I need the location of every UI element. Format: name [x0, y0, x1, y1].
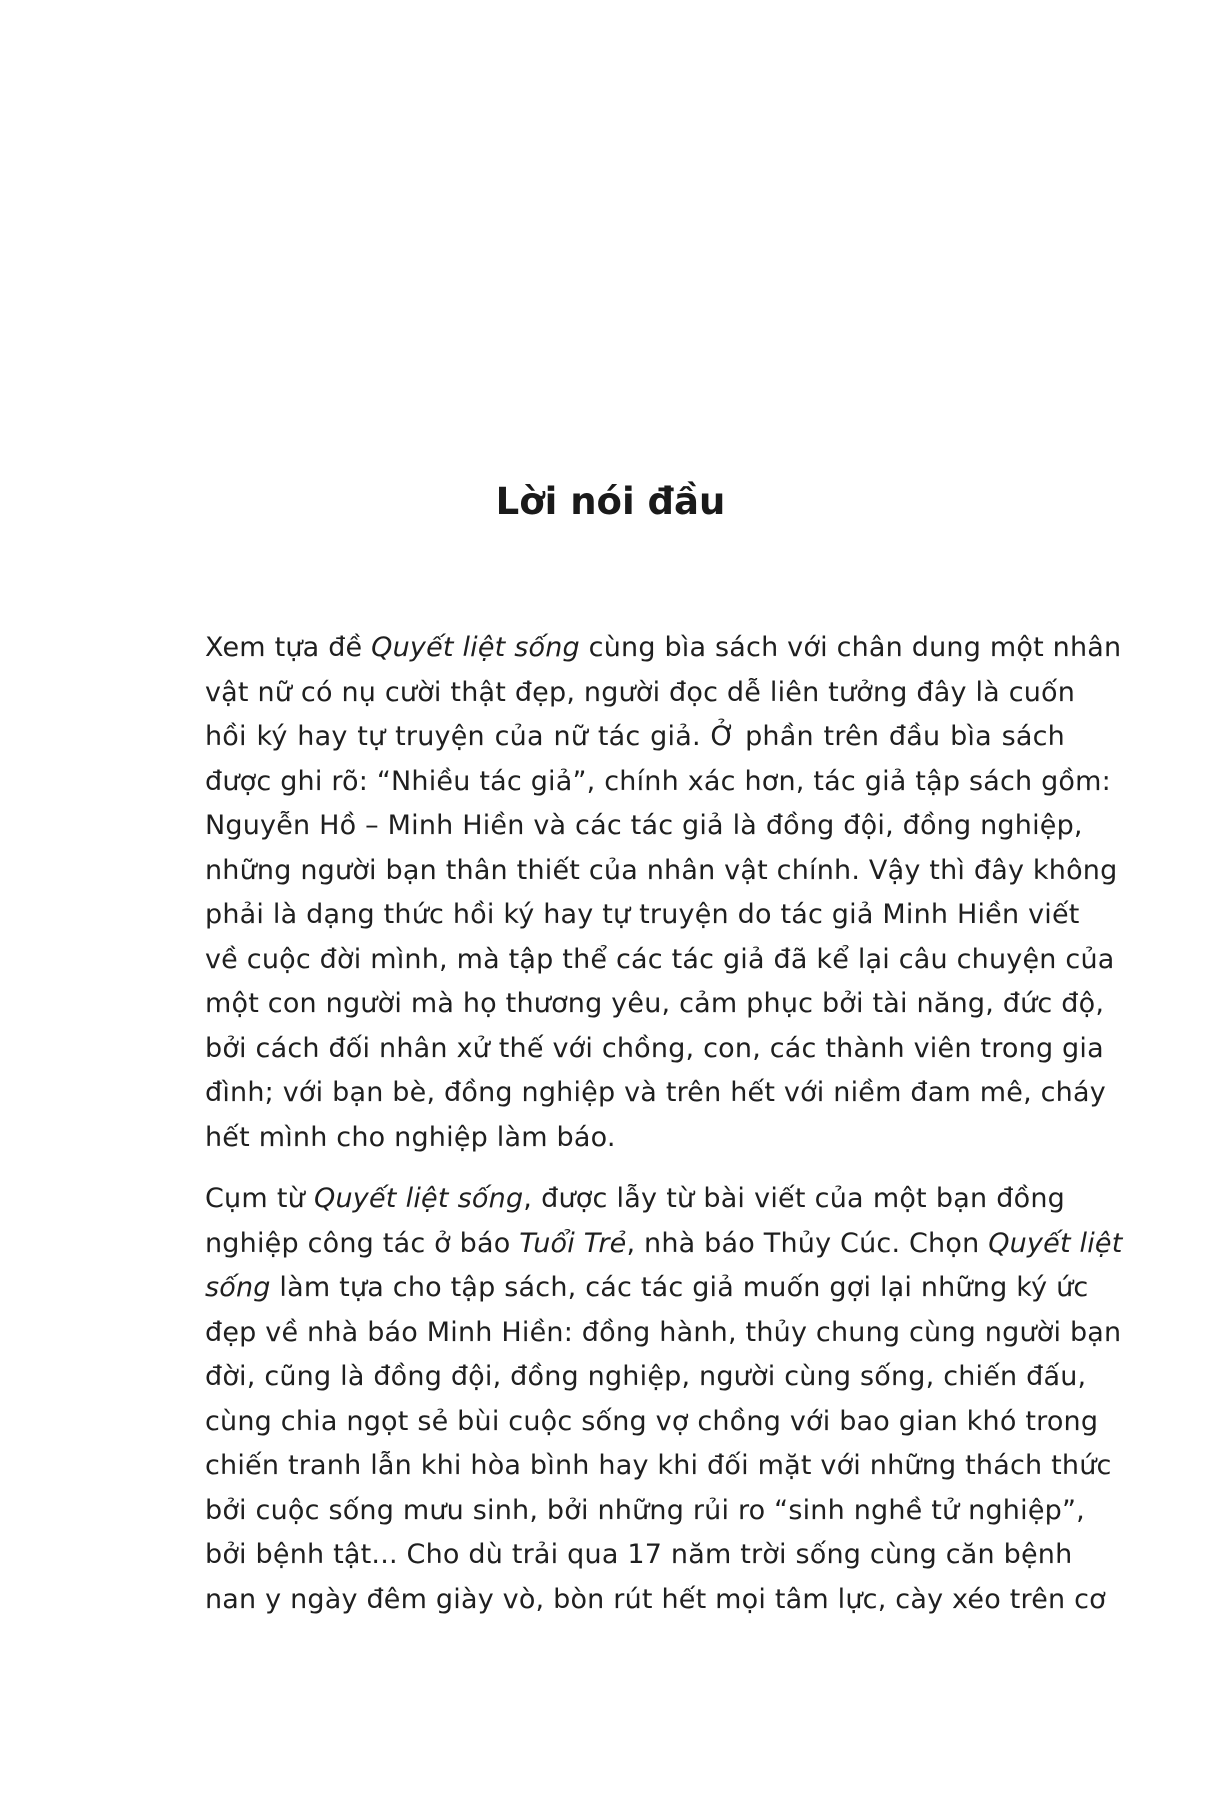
text-line [205, 1266, 1089, 1311]
text-line [205, 849, 1118, 894]
italic-title: Quyết liệt [988, 1227, 1123, 1259]
text-line [205, 1116, 1065, 1161]
text-line [205, 1578, 1106, 1623]
text-run: đình; với bạn bè, đồng nghiệp và trên hết với niềm đam mê, cháy [205, 1077, 1106, 1108]
text-run: chiến tranh lẫn khi hòa bình hay khi đối mặt với những thách thức [205, 1450, 1112, 1481]
text-run: bởi cách đối nhân xử thế với chồng, con, các thành viên trong gia [205, 1032, 1104, 1064]
text-line [205, 1222, 1123, 1267]
text-line [205, 1355, 1087, 1400]
text-line [205, 671, 1076, 716]
text-run: về cuộc đời mình, mà tập thể các tác giả đã kể lại câu chuyện của [205, 943, 1115, 975]
text-line [205, 1311, 1122, 1356]
text-run: những người bạn thân thiết của nhân vật chính. Vậy thì đây không [205, 854, 1118, 886]
text-line [205, 1489, 1085, 1534]
text-run: nan y ngày đêm giày vò, bòn rút hết mọi tâm lực, cày xéo trên cơ [205, 1583, 1106, 1615]
text-run: cùng bìa sách với chân dung một nhân [579, 632, 1122, 663]
italic-title: Tuổi Trẻ [519, 1227, 627, 1259]
text-run: hồi ký hay tự truyện của nữ tác giả. Ở phần trên đầu bìa sách [205, 721, 1065, 752]
text-run: bởi cuộc sống mưu sinh, bởi những rủi ro “sinh nghề tử nghiệp”, [205, 1494, 1085, 1526]
text-line [205, 1400, 1099, 1445]
text-run: Xem tựa đề [205, 632, 372, 663]
page-title: Lời nói đầu [495, 480, 726, 523]
text-run: , được lẫy từ bài viết của một bạn đồng [523, 1183, 1065, 1214]
text-line [205, 938, 1115, 983]
text-run: một con người mà họ thương yêu, cảm phục bởi tài năng, đức độ, [205, 988, 1105, 1019]
text-line [205, 1444, 1112, 1489]
text-run: đẹp về nhà báo Minh Hiền: đồng hành, thủy chung cùng người bạn [205, 1316, 1122, 1348]
text-line [205, 1533, 1073, 1578]
text-line [205, 1071, 1106, 1116]
text-run: bởi bệnh tật... Cho dù trải qua 17 năm trời sống cùng căn bệnh [205, 1539, 1073, 1570]
text-run: vật nữ có nụ cười thật đẹp, người đọc dễ liên tưởng đây là cuốn [205, 676, 1076, 708]
italic-title: Quyết liệt sống [371, 632, 580, 663]
text-run: làm tựa cho tập sách, các tác giả muốn gợi lại những ký ức [270, 1272, 1089, 1303]
text-run: , nhà báo Thủy Cúc. Chọn [626, 1227, 989, 1259]
text-line [205, 1177, 1065, 1222]
paragraph [205, 626, 1122, 1160]
italic-title: Quyết liệt sống [314, 1183, 524, 1214]
italic-title: sống [205, 1272, 271, 1303]
text-run: cùng chia ngọt sẻ bùi cuộc sống vợ chồng với bao gian khó trong [205, 1405, 1099, 1437]
text-run: đời, cũng là đồng đội, đồng nghiệp, người cùng sống, chiến đấu, [205, 1361, 1087, 1392]
text-line [205, 760, 1111, 805]
body-text [205, 626, 1123, 1639]
text-line [205, 626, 1122, 671]
text-run: phải là dạng thức hồi ký hay tự truyện do tác giả Minh Hiền viết [205, 899, 1080, 930]
text-line [205, 804, 1083, 849]
paragraph [205, 1177, 1123, 1622]
text-run: Cụm từ [205, 1183, 315, 1214]
text-line [205, 715, 1065, 760]
text-line [205, 982, 1105, 1027]
text-run: được ghi rõ: “Nhiều tác giả”, chính xác hơn, tác giả tập sách gồm: [205, 765, 1111, 797]
text-run: hết mình cho nghiệp làm báo. [205, 1121, 616, 1153]
text-line [205, 893, 1080, 938]
text-line [205, 1027, 1104, 1072]
text-run: Nguyễn Hồ – Minh Hiền và các tác giả là đồng đội, đồng nghiệp, [205, 810, 1083, 841]
text-run: nghiệp công tác ở báo [205, 1227, 520, 1259]
